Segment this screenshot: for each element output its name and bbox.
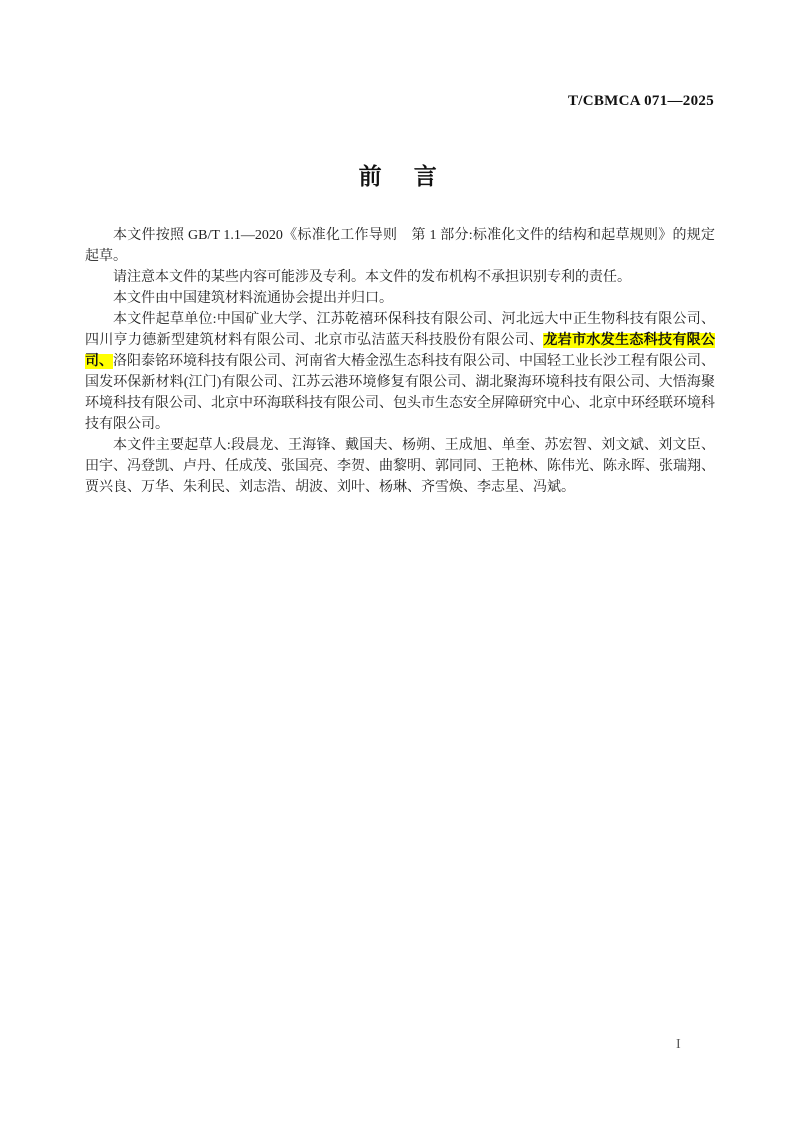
paragraph-drafting-basis: 本文件按照 GB/T 1.1—2020《标准化工作导则 第 1 部分:标准化文件的结构和起草规则》的规定起草。 bbox=[85, 228, 715, 264]
page-number: I bbox=[676, 1037, 681, 1052]
drafting-units-text-cont: 洛阳泰铭环境科技有限公司、河南省大椿金泓生态科技有限公司、中国轻工业长沙工程有限公司、国发环保新材料(江门)有限公司、江苏云港环境修复有限公司、湖北聚海环境科技有限公司、大悟海聚环境科技有限公司、北京中环海联科技有限公司、包头市生态安全屏障研究中心、北京中环经联环境科技有限公司。 bbox=[85, 354, 715, 432]
highlighted-company: 龙岩市水发生态科技有限公司、 bbox=[85, 333, 716, 369]
paragraph-drafting-units bbox=[85, 309, 715, 435]
page-title: 前 言 bbox=[358, 164, 442, 189]
paragraph-issuing-org: 本文件由中国建筑材料流通协会提出并归口。 bbox=[113, 291, 393, 306]
drafting-units-text: 本文件起草单位:中国矿业大学、江苏乾禧环保科技有限公司、河北远大中正生物科技有限公司、四川亨力德新型建筑材料有限公司、北京市弘洁蓝天科技股份有限公司、 bbox=[85, 312, 715, 348]
paragraph-main-drafters: 本文件主要起草人:段晨龙、王海锋、戴国夫、杨朔、王成旭、单奎、苏宏智、刘文斌、刘文臣、田宇、冯登凯、卢丹、任成茂、张国亮、李贺、曲黎明、郭同同、王艳林、陈伟光、陈永晖、张瑞翔、贾兴良、万华、朱利民、刘志浩、胡波、刘叶、杨琳、齐雪焕、李志星、冯斌。 bbox=[85, 438, 715, 495]
doc-code: T/CBMCA 071—2025 bbox=[567, 93, 714, 109]
foreword-body bbox=[85, 225, 715, 498]
paragraph-patent-notice: 请注意本文件的某些内容可能涉及专利。本文件的发布机构不承担识别专利的责任。 bbox=[113, 270, 631, 285]
